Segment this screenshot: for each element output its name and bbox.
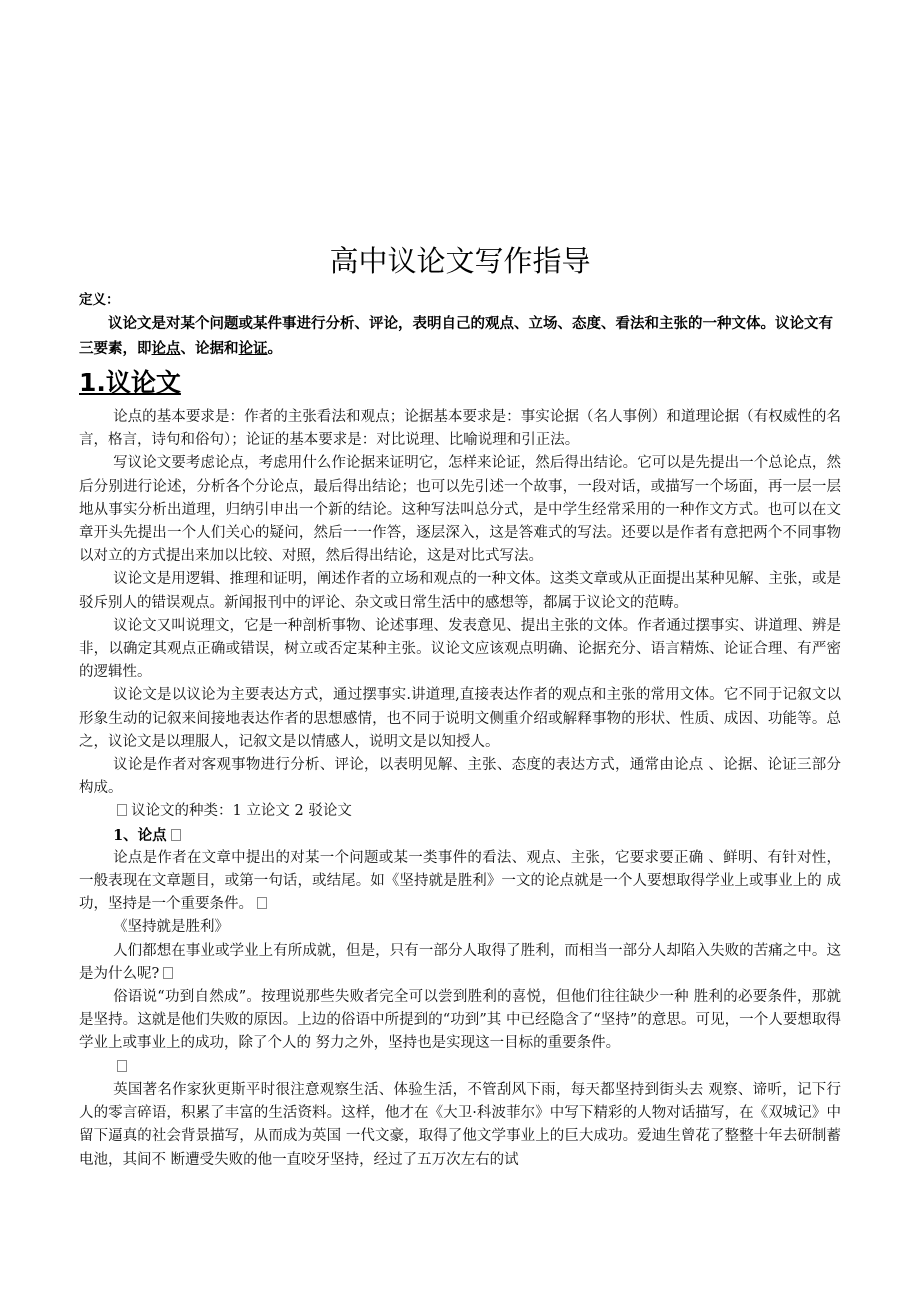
definition-text bbox=[79, 312, 841, 362]
example-paragraph: 俗语说“功到自然成”。按理说那些失败者完全可以尝到胜利的喜悦，但他们往往缺少一种 胜利的必要条件，那就是坚持。这就是他们失败的原因。上边的俗语中所提到的“功到”其 中已经隐含了“坚持”的意思。可见，一个人要想取得学业上或事业上的成功，除了个人的 努力之外，坚持也是实现这一目标的重要条件。 bbox=[79, 989, 841, 1052]
definition-sep: 、论据和 bbox=[180, 341, 239, 357]
example-title: 《坚持就是胜利》 bbox=[113, 919, 230, 936]
missing-glyph-icon bbox=[117, 1060, 127, 1072]
subheading-thesis bbox=[79, 824, 841, 847]
example-paragraph bbox=[79, 940, 841, 986]
missing-glyph-icon bbox=[171, 829, 181, 841]
thesis-text: 论点是作者在文章中提出的对某一个问题或某一类事件的看法、观点、主张，它要求要正确 、鲜明、有针对性，一般表现在文章题目，或第一句话，或结尾。如《坚持就是胜利》一文的论点就是一个人要想取得学业上或事业上的 成功，坚持是一个重要条件。 bbox=[79, 849, 841, 913]
example-paragraph: 英国著名作家狄更斯平时很注意观察生活、体验生活，不管刮风下雨，每天都坚持到街头去 观察、谛听，记下行人的零言碎语，积累了丰富的生活资料。这样，他才在《大卫·科波菲尔》中写下精彩的人物对话描写，在《双城记》中留下逼真的社会背景描写，从而成为英国 一代文豪，取得了他文学事业上的巨大成功。爱迪生曾花了整整十年去研制蓄电池，其间不 断遭受失败的他一直咬牙坚持，经过了五万次左右的试 bbox=[79, 1081, 841, 1168]
paragraph: 议论文是用逻辑、推理和证明，阐述作者的立场和观点的一种文体。这类文章或从正面提出某种见解、主张，或是驳斥别人的错误观点。新闻报刊中的评论、杂文或日常生活中的感想等，都属于议论文的范畴。 bbox=[79, 571, 841, 611]
example-text: 人们都想在事业或学业上有所成就，但是，只有一部分人取得了胜利，而相当一部分人却陷入失败的苦痛之中。这是为什么呢? bbox=[79, 942, 841, 982]
types-line bbox=[79, 800, 841, 823]
paragraph: 议论是作者对客观事物进行分析、评论，以表明见解、主张、态度的表达方式，通常由论点 、论据、论证三部分构成。 bbox=[79, 757, 841, 797]
paragraph: 论点的基本要求是：作者的主张看法和观点；论据基本要求是：事实论据（名人事例）和道理论据（有权威性的名言，格言，诗句和俗句）；论证的基本要求是：对比说理、比喻说理和引正法。 bbox=[79, 409, 841, 449]
missing-glyph-icon bbox=[257, 897, 267, 909]
document-content bbox=[79, 240, 841, 1172]
term-argumentation: 论证 bbox=[238, 341, 268, 357]
paragraph: 议论文是以议论为主要表达方式，通过摆事实.讲道理,直接表达作者的观点和主张的常用文体。它不同于记叙文以形象生动的记叙来间接地表达作者的思想感情，也不同于说明文侧重介绍或解释事物的形状、性质、成因、功能等。总之，议论文是以理服人，记叙文是以情感人，说明文是以知授人。 bbox=[79, 687, 841, 750]
subheading-text: 1、论点 bbox=[113, 826, 167, 844]
empty-line bbox=[79, 1056, 841, 1079]
term-thesis: 论点 bbox=[151, 341, 181, 357]
paragraph-thesis bbox=[79, 847, 841, 917]
paragraph: 写议论文要考虑论点，考虑用什么作论据来证明它，怎样来论证，然后得出结论。它可以是先提出一个总论点，然后分别进行论述，分析各个分论点，最后得出结论；也可以先引述一个故事，一段对话，或描写一个场面，再一层一层地从事实分析出道理，归纳引申出一个新的结论。这种写法叫总分式，是中学生经常采用的一种作文方式。也可以在文章开头先提出一个人们关心的疑问，然后一一作答，逐层深入，这是答难式的写法。还要以是作者有意把两个不同事物以对立的方式提出来加以比较、对照，然后得出结论，这是对比式写法。 bbox=[79, 455, 841, 565]
definition-label: 定义： bbox=[79, 292, 120, 308]
types-text: 议论文的种类：1 立论文 2 驳论文 bbox=[131, 803, 352, 820]
paragraph: 议论文又叫说理文，它是一种剖析事物、论述事理、发表意见、提出主张的文体。作者通过摆事实、讲道理、辨是非，以确定其观点正确或错误，树立或否定某种主张。议论文应该观点明确、论据充分、语言精炼、论证合理、有严密的逻辑性。 bbox=[79, 617, 841, 681]
definition-end: 。 bbox=[267, 341, 282, 357]
definition-body: 议论文是对某个问题或某件事进行分析、评论，表明自己的观点、立场、态度、看法和主张的一种文体。议论文有三要素，即 bbox=[79, 316, 833, 357]
section-heading: 1.议论文 bbox=[79, 368, 181, 397]
page-title: 高中议论文写作指导 bbox=[329, 244, 591, 278]
missing-glyph-icon bbox=[163, 967, 173, 979]
missing-glyph-icon bbox=[117, 804, 127, 816]
